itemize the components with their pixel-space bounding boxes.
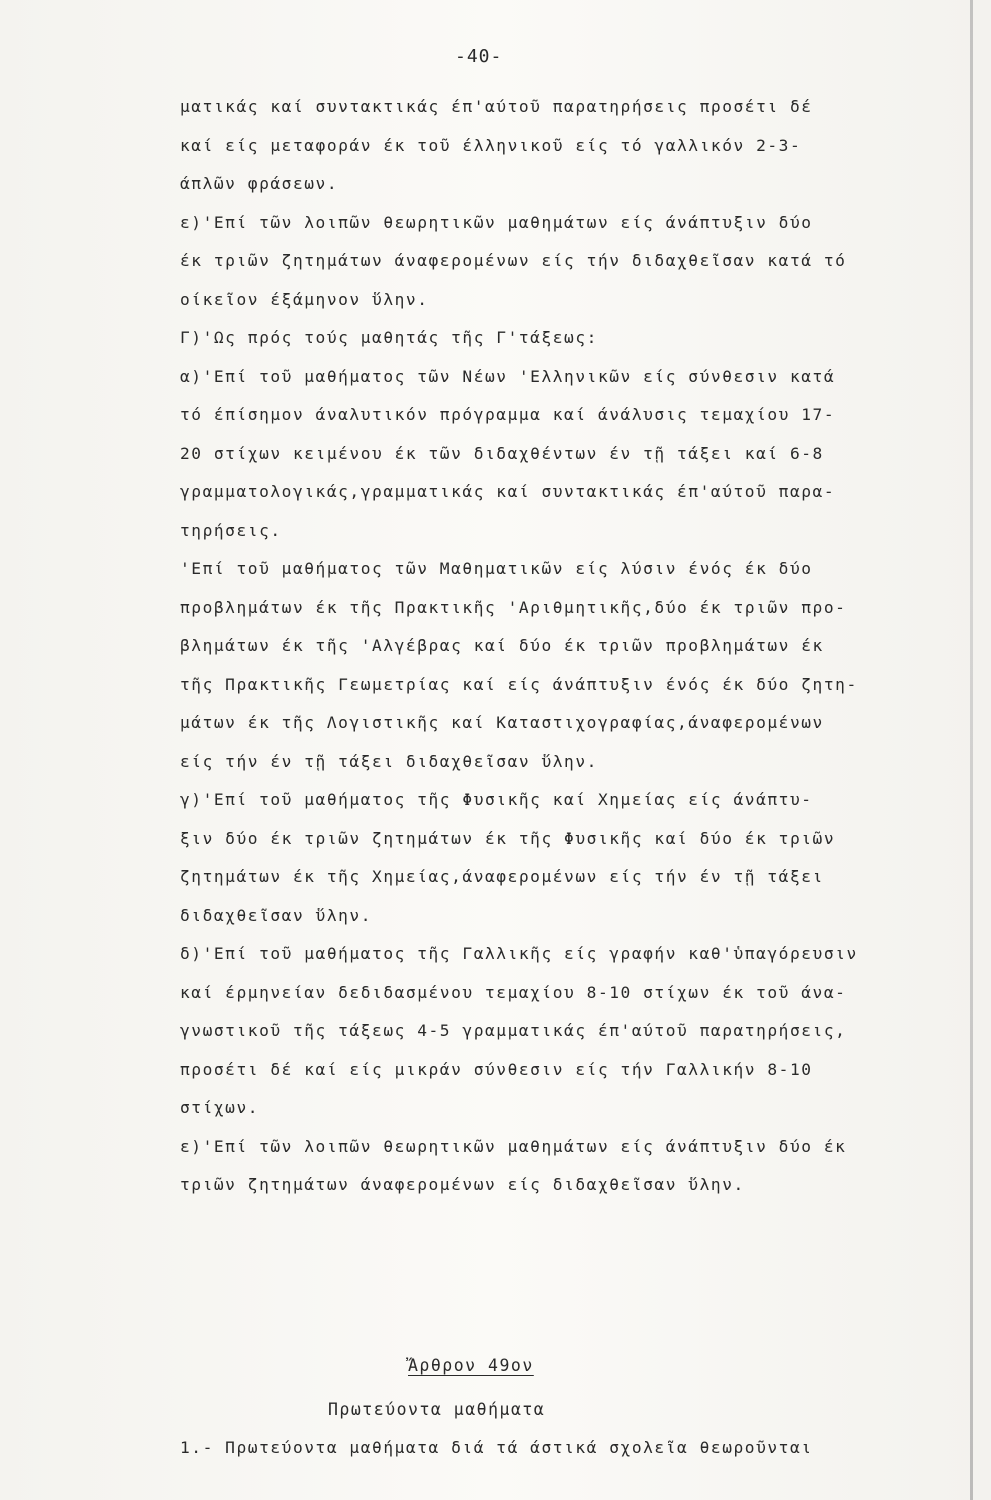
text-line: είς τήν έν τῇ τάξει διδαχθεῖσαν ὕλην.	[180, 751, 598, 771]
text-line: οίκεῖον έξάμηνον ὕλην.	[180, 289, 429, 309]
text-line: τηρήσεις.	[180, 520, 282, 540]
text-line: έκ τριῶν ζητημάτων άναφερομένων είς τήν διδαχθεῖσαν κατά τό	[180, 251, 847, 270]
text-line: 20 στίχων κειμένου έκ τῶν διδαχθέντων έν τῇ τάξει καί 6-8	[180, 443, 824, 463]
text-line: στίχων.	[180, 1098, 260, 1117]
text-line: τό έπίσημον άναλυτικόν πρόγραμμα καί άνάλυσις τεμαχίου 17-	[180, 405, 836, 424]
text-line: γραμματολογικάς,γραμματικάς καί συντακτικάς έπ'αύτοῦ παρα-	[180, 482, 836, 501]
text-line: δ)'Επί τοῦ μαθήματος τῆς Γαλλικῆς είς γραφήν καθ'ὑπαγόρευσιν	[180, 944, 858, 963]
text-line: ματικάς καί συντακτικάς έπ'αύτοῦ παρατηρήσεις προσέτι δέ	[180, 97, 813, 116]
text-line: διδαχθεῖσαν ὕλην.	[180, 905, 373, 925]
text-line: βλημάτων έκ τῆς 'Αλγέβρας καί δύο έκ τριῶν προβλημάτων έκ	[180, 636, 824, 655]
article-heading: Ἄρθρον 49ον	[408, 1356, 534, 1375]
text-line: τῆς Πρακτικῆς Γεωμετρίας καί είς άνάπτυξιν ένός έκ δύο ζητη-	[180, 674, 858, 694]
text-line: Γ)'Ως πρός τούς μαθητάς τῆς Γ'τάξεως:	[180, 328, 598, 347]
text-line: ε)'Επί τῶν λοιπῶν θεωρητικῶν μαθημάτων είς άνάπτυξιν δύο έκ	[180, 1136, 847, 1156]
text-line: 1.- Πρωτεύοντα μαθήματα διά τά άστικά σχολεῖα θεωροῦνται	[180, 1438, 813, 1457]
text-line: ζητημάτων έκ τῆς Χημείας,άναφερομένων είς τήν έν τῇ τάξει	[180, 867, 824, 886]
text-line: ε)'Επί τῶν λοιπῶν θεωρητικῶν μαθημάτων είς άνάπτυξιν δύο	[180, 212, 813, 232]
text-line: μάτων έκ τῆς Λογιστικῆς καί Καταστιχογραφίας,άναφερομένων	[180, 713, 824, 732]
text-line: τριῶν ζητημάτων άναφερομένων είς διδαχθεῖσαν ὕλην.	[180, 1175, 745, 1194]
text-line: α)'Επί τοῦ μαθήματος τῶν Νέων 'Ελληνικῶν είς σύνθεσιν κατά	[180, 366, 836, 386]
text-line: καί είς μεταφοράν έκ τοῦ έλληνικοῦ είς τό γαλλικόν 2-3-	[180, 135, 802, 155]
page-edge-shadow	[970, 0, 973, 1500]
body-text	[180, 88, 960, 1205]
text-line: 'Επί τοῦ μαθήματος τῶν Μαθηματικῶν είς λύσιν ένός έκ δύο	[180, 559, 813, 578]
text-line: προσέτι δέ καί είς μικράν σύνθεσιν είς τήν Γαλλικήν 8-10	[180, 1059, 813, 1079]
text-line: καί έρμηνείαν δεδιδασμένου τεμαχίου 8-10 στίχων έκ τοῦ άνα-	[180, 982, 847, 1002]
text-line: προβλημάτων έκ τῆς Πρακτικῆς 'Αριθμητικῆς,δύο έκ τριῶν προ-	[180, 597, 847, 617]
text-line: ξιν δύο έκ τριῶν ζητημάτων έκ τῆς Φυσικῆς καί δύο έκ τριῶν	[180, 828, 836, 848]
text-line: γνωστικοῦ τῆς τάξεως 4-5 γραμματικάς έπ'αύτοῦ παρατηρήσεις,	[180, 1021, 847, 1040]
page-number: -40-	[455, 46, 503, 67]
text-line: γ)'Επί τοῦ μαθήματος τῆς Φυσικῆς καί Χημείας είς άνάπτυ-	[180, 790, 813, 809]
section-subheading: Πρωτεύοντα μαθήματα	[328, 1400, 546, 1419]
text-line: άπλῶν φράσεων.	[180, 174, 339, 193]
